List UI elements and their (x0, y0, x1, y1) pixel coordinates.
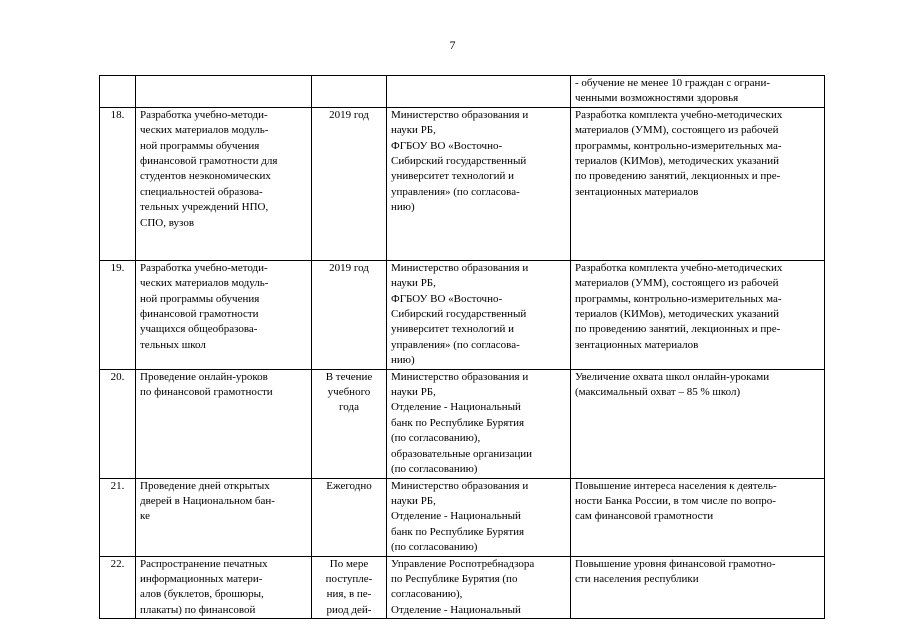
result-text: Разработка комплекта учебно-методических материалов (УММ), состоящего из рабочей программы, контрольно-измерительных ма- териалов (КИМов), методических указаний по проведению занятий, лекционных и пре- зентационных материалов (575, 108, 783, 198)
result-cell (571, 369, 825, 478)
activity-cell (136, 107, 312, 260)
deadline-cell (312, 107, 387, 260)
row-number-text: 18. (110, 108, 125, 121)
table-row (100, 76, 825, 108)
activity-text: Разработка учебно-методи- ческих материалов модуль- ной программы обучения финансовой грамотности для студентов неэкономических специальностей образова- тельных учреждений НПО, СПО, вузов (140, 108, 278, 229)
result-cell (571, 76, 825, 108)
row-number-text: 21. (110, 479, 125, 492)
activity-text: Проведение онлайн-уроков по финансовой грамотности (140, 370, 273, 399)
executor-cell (387, 478, 571, 556)
result-cell (571, 260, 825, 369)
result-cell (571, 556, 825, 619)
table-row (100, 556, 825, 619)
measures-table (99, 75, 825, 619)
deadline-cell (312, 369, 387, 478)
activity-text: Разработка учебно-методи- ческих материалов модуль- ной программы обучения финансовой грамотности учащихся общеобразова- тельных школ (140, 261, 269, 351)
activity-cell (136, 556, 312, 619)
executor-cell (387, 260, 571, 369)
row-number-cell (100, 107, 136, 260)
activity-cell (136, 76, 312, 108)
row-number-text: 20. (110, 370, 125, 383)
table-row (100, 107, 825, 260)
executor-cell (387, 76, 571, 108)
deadline-text: Ежегодно (326, 479, 372, 492)
activity-text: Проведение дней открытых дверей в Национальном бан- ке (140, 479, 275, 523)
deadline-text: В течение учебного года (325, 370, 373, 414)
executor-text: Управление Роспотребнадзора по Республике Бурятия (по согласованию), Отделение - Национальный (391, 557, 535, 616)
row-number-cell (100, 478, 136, 556)
table-row (100, 369, 825, 478)
deadline-cell (312, 556, 387, 619)
row-number-cell (100, 76, 136, 108)
result-cell (571, 478, 825, 556)
result-cell (571, 107, 825, 260)
result-text: Разработка комплекта учебно-методических материалов (УММ), состоящего из рабочей программы, контрольно-измерительных ма- териалов (КИМов), методических указаний по проведению занятий, лекционных и пре- зентационных материалов (575, 261, 783, 351)
deadline-text: По мере поступле- ния, в пе- риод дей- (325, 557, 373, 616)
executor-text: Министерство образования и науки РБ, Отделение - Национальный банк по Республике Бурятия (по согласованию) (391, 479, 529, 554)
deadline-text: 2019 год (329, 108, 369, 121)
executor-cell (387, 107, 571, 260)
row-number-text: 22. (110, 557, 125, 570)
activity-cell (136, 260, 312, 369)
result-text: Повышение интереса населения к деятель- ности Банка России, в том числе по вопро- сам финансовой грамотности (575, 479, 777, 523)
deadline-cell (312, 260, 387, 369)
page-number: 7 (449, 38, 456, 52)
result-text: Увеличение охвата школ онлайн-уроками (максимальный охват – 85 % школ) (575, 370, 770, 399)
deadline-cell (312, 76, 387, 108)
executor-cell (387, 369, 571, 478)
deadline-cell (312, 478, 387, 556)
row-number-text: 19. (110, 261, 125, 274)
executor-text: Министерство образования и науки РБ, ФГБОУ ВО «Восточно- Сибирский государственный университет технологий и управления» (по согласова- нию) (391, 108, 529, 214)
executor-text: Министерство образования и науки РБ, Отделение - Национальный банк по Республике Бурятия (по согласованию), образовательные организации (по согласованию) (391, 370, 533, 476)
activity-cell (136, 478, 312, 556)
row-number-cell (100, 260, 136, 369)
executor-text: Министерство образования и науки РБ, ФГБОУ ВО «Восточно- Сибирский государственный университет технологий и управления» (по согласова- нию) (391, 261, 529, 367)
result-text: Повышение уровня финансовой грамотно- сти населения республики (575, 557, 776, 585)
executor-cell (387, 556, 571, 619)
row-number-cell (100, 556, 136, 619)
table-row (100, 478, 825, 556)
row-number-cell (100, 369, 136, 478)
activity-text: Распространение печатных информационных матери- алов (буклетов, брошюры, плакаты) по финансовой (140, 557, 268, 616)
activity-cell (136, 369, 312, 478)
table-row (100, 260, 825, 369)
result-text: - обучение не менее 10 граждан с ограни- ченными возможностями здоровья (575, 77, 770, 105)
deadline-text: 2019 год (329, 261, 369, 274)
